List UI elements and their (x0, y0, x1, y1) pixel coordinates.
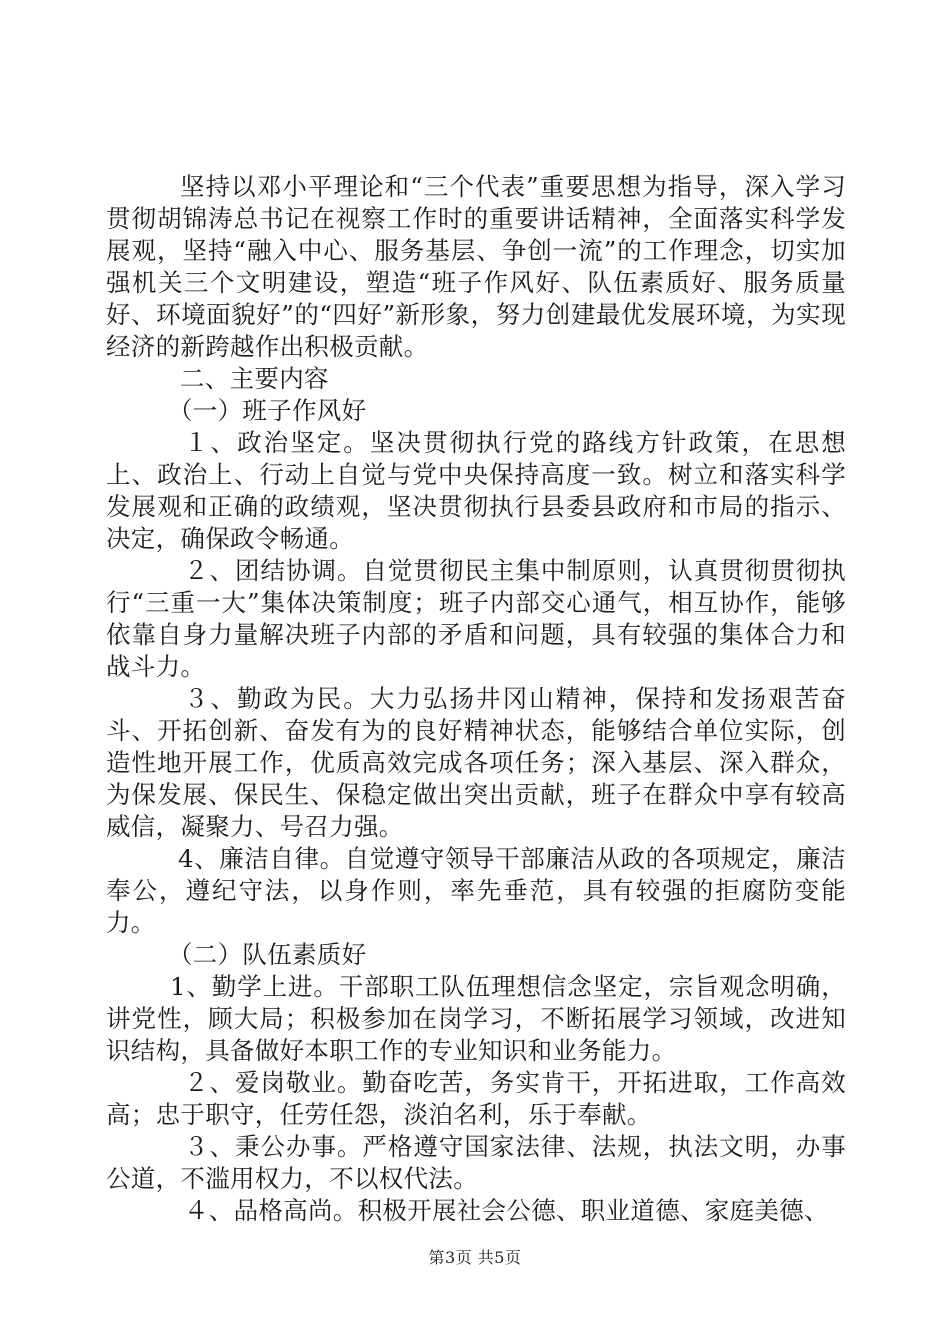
paragraph-impartial-conduct: ３、秉公办事。严格遵守国家法律、法规，执法文明，办事公道，不滥用权力，不以权代法。 (106, 1132, 846, 1193)
paragraph-guiding-ideology: 坚持以邓小平理论和“三个代表”重要思想为指导，深入学习贯彻胡锦涛总书记在视察工作时的重要讲话精神，全面落实科学发展观，坚持“融入中心、服务基层、争创一流”的工作理念，切实加强机关三个文明建设，塑造“班子作风好、队伍素质好、服务质量好、环境面貌好”的“四好”新形象，努力创建最优发展环境，为实现经济的新跨越作出积极贡献。 (106, 172, 846, 361)
paragraph-integrity-self-discipline: 4、廉洁自律。自觉遵守领导干部廉洁从政的各项规定，廉洁奉公，遵纪守法，以身作则，率先垂范，具有较强的拒腐防变能力。 (106, 844, 846, 937)
paragraph-unity-coordination: ２、团结协调。自觉贯彻民主集中制原则，认真贯彻贯彻执行“三重一大”集体决策制度；班子内部交心通气，相互协作，能够依靠自身力量解决班子内部的矛盾和问题，具有较强的集体合力和战斗力。 (106, 556, 846, 681)
section-heading-main-content: 二、主要内容 (180, 364, 329, 393)
paragraph-diligent-governance: ３、勤政为民。大力弘扬井冈山精神，保持和发扬艰苦奋斗、开拓创新、奋发有为的良好精神状态，能够结合单位实际，创造性地开展工作，优质高效完成各项任务；深入基层、深入群众，为保发展、保民生、保稳定做出突出贡献，班子在群众中享有较高威信，凝聚力、号召力强。 (106, 684, 846, 841)
paragraph-political-firmness: １、政治坚定。坚决贯彻执行党的路线方针政策，在思想上、政治上、行动上自觉与党中央保持高度一致。树立和落实科学发展观和正确的政绩观，坚决贯彻执行县委县政府和市局的指示、决定，确保政令畅通。 (106, 428, 846, 553)
paragraph-job-dedication: ２、爱岗敬业。勤奋吃苦，务实肯干，开拓进取，工作高效高；忠于职守，任劳任怨，淡泊名利，乐于奉献。 (106, 1068, 846, 1129)
subsection-heading-leadership: （一）班子作风好 (168, 396, 367, 425)
subsection-heading-team-quality: （二）队伍素质好 (168, 940, 367, 969)
paragraph-diligent-learning: 1、勤学上进。干部职工队伍理想信念坚定，宗旨观念明确，讲党性，顾大局；积极参加在岗学习，不断拓展学习领域，改进知识结构，具备做好本职工作的专业知识和业务能力。 (106, 972, 846, 1065)
page-number-footer: 第3页 共5页 (428, 1248, 522, 1267)
document-body (106, 171, 846, 1227)
paragraph-noble-character: ４、品格高尚。积极开展社会公德、职业道德、家庭美德、 (184, 1196, 829, 1225)
